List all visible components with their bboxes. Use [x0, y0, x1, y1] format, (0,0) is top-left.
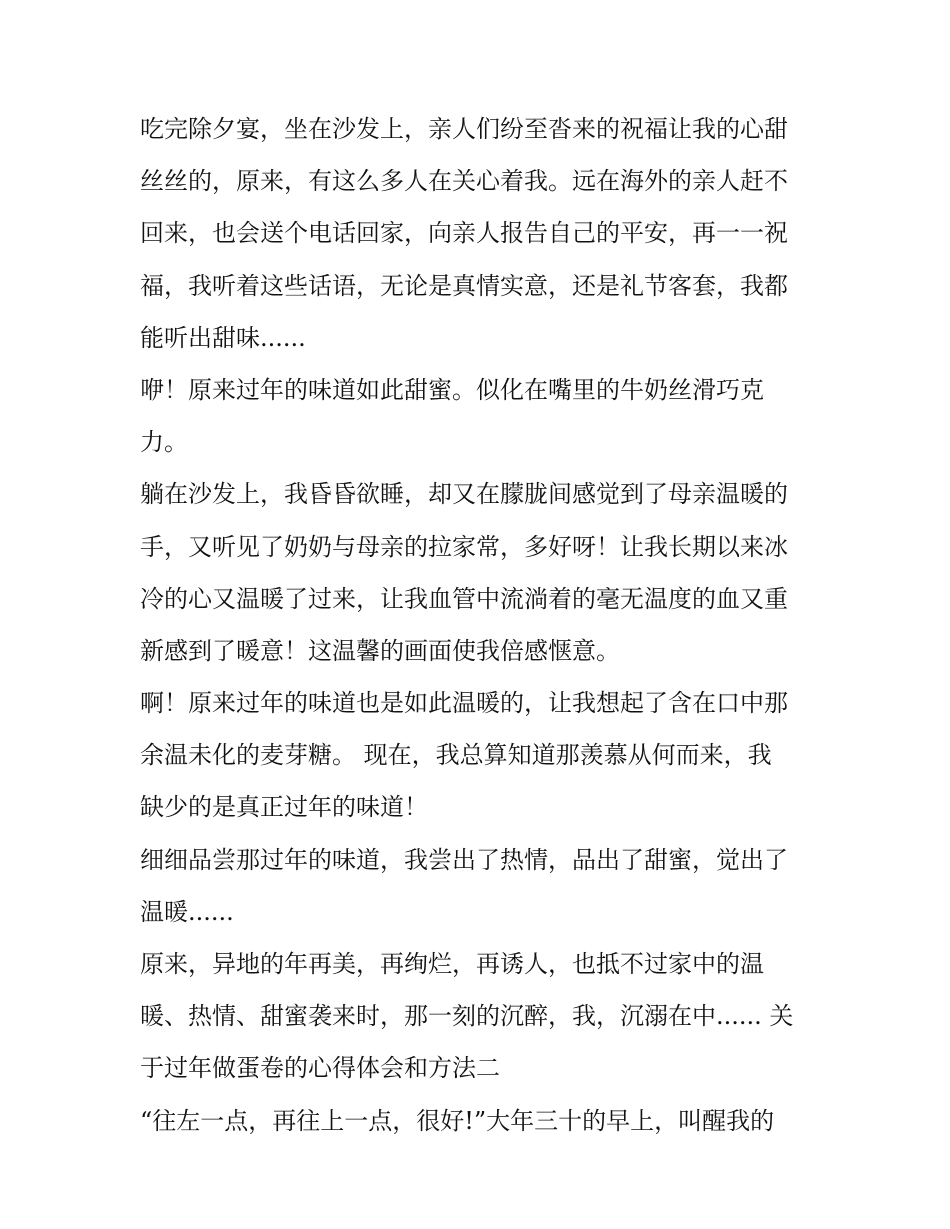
text-line: 新感到了暖意！这温馨的画面使我倍感惬意。: [140, 636, 620, 665]
text-line: 暖、热情、甜蜜袭来时，那一刻的沉醉，我，沉溺在中...... 关: [140, 1002, 794, 1031]
text-line: 原来，异地的年再美，再绚烂，再诱人，也抵不过家中的温: [140, 950, 764, 978]
text-line: 冷的心又温暖了过来，让我血管中流淌着的毫无温度的血又重: [140, 584, 788, 613]
body-text: [140, 103, 830, 1147]
text-line: 躺在沙发上，我昏昏欲睡，却又在朦胧间感觉到了母亲温暖的: [140, 480, 788, 509]
text-line: 丝丝的，原来，有这么多人在关心着我。远在海外的亲人赶不: [140, 167, 788, 196]
text-line: 啊！原来过年的味道也是如此温暖的，让我想起了含在口中那: [140, 689, 788, 718]
text-line: “往左一点，再往上一点，很好!”大年三十的早上，叫醒我的: [140, 1106, 775, 1135]
text-line: 吃完除夕宴，坐在沙发上，亲人们纷至沓来的祝福让我的心甜: [140, 115, 788, 143]
text-line: 福，我听着这些话语，无论是真情实意，还是礼节客套，我都: [140, 271, 788, 300]
text-line: 咿！原来过年的味道如此甜蜜。似化在嘴里的牛奶丝滑巧克: [140, 375, 764, 404]
text-line: 余温未化的麦芽糖。 现在，我总算知道那羡慕从何而来，我: [140, 741, 772, 770]
text-line: 细细品尝那过年的味道，我尝出了热情，品出了甜蜜，觉出了: [140, 845, 788, 874]
text-line: 缺少的是真正过年的味道！: [140, 793, 428, 822]
text-line: 温暖......: [140, 897, 234, 926]
text-line: 于过年做蛋卷的心得体会和方法二: [140, 1054, 500, 1083]
text-line: 能听出甜味......: [140, 323, 306, 352]
text-line: 手，又听见了奶奶与母亲的拉家常，多好呀！让我长期以来冰: [140, 532, 788, 561]
text-line: 力。: [140, 428, 188, 457]
text-line: 回来，也会送个电话回家，向亲人报告自己的平安，再一一祝: [140, 219, 788, 248]
